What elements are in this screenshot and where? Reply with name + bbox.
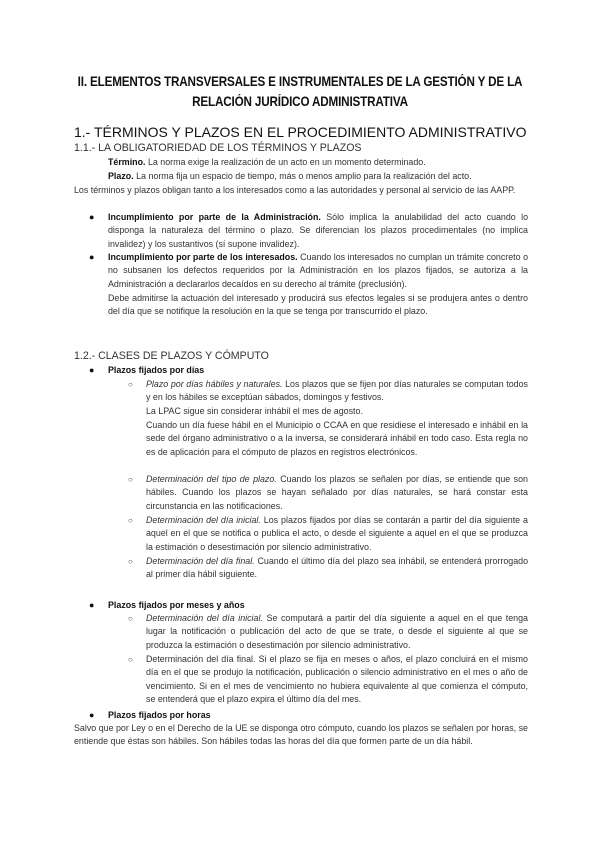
dias-item-lpac: La LPAC sigue sin considerar inhábil el mes de agosto. [146,406,363,416]
subsection-heading-1-2: 1.2.- CLASES DE PLAZOS Y CÓMPUTO [74,350,269,362]
dias-item-habiles-naturales [146,378,528,405]
bullet-icon: ● [89,600,95,610]
bullet-interesados [108,251,528,291]
dias-item-tipo-text: Cuando los plazos se señalen por días, se entiende que son hábiles. Cuando los plazos se hayan señalado por días naturales, se hará constar esta circunstancia en las notificaciones. [146,474,528,511]
dias-item-tipo-label: Determinación del tipo de plazo. [146,474,277,484]
plazo-label: Plazo. [108,171,134,181]
bullet-administracion [108,211,528,251]
meses-item-dia-inicial [146,612,528,652]
bullet-icon: ● [89,365,95,375]
dias-item-habiles-text: Los plazos que se fijen por días naturales se computan todos y en los hábiles se exceptúan sábados, domingos y festivos. [146,379,528,403]
bullet-administracion-text: Sólo implica la anulabilidad del acto cuando lo disponga la naturaleza del término o plazo. Se diferencian los plazos procedimentales (no implica invalidez) y los sustantivos (sí supone invalidez). [108,212,529,249]
bullet-interesados-extra: Debe admitirse la actuación del interesado y producirá sus efectos legales si se produjera antes o dentro del día que se notifique la resolución en la que se tenga por transcurrido el plazo. [108,293,528,317]
section-heading-1: 1.- TÉRMINOS Y PLAZOS EN EL PROCEDIMIENTO ADMINISTRATIVO [74,124,527,140]
plazos-horas-label [108,709,211,722]
plazos-dias-label [108,364,204,377]
definition-termino [108,156,538,169]
bullet-icon: ● [89,710,95,720]
bullet-icon: ● [89,212,95,222]
definition-plazo [108,170,538,183]
intro-paragraph: Los términos y plazos obligan tanto a los interesados como a las autoridades y personal al servicio de las AAPP. [74,185,516,195]
dias-item-dia-inicial [146,514,528,554]
circle-bullet-icon: ○ [128,557,133,566]
dias-item-final-label: Determinación del día final. [146,556,255,566]
horas-paragraph: Salvo que por Ley o en el Derecho de la UE se disponga otro cómputo, cuando los plazos se señalen por horas, se entiende que éstas son hábiles. Son hábiles todas las horas del día que formen parte de un día hábil. [74,723,528,747]
meses-item-inicial-label: Determinación del día inicial. [146,613,263,623]
bullet-interesados-text: Cuando los interesados no cumplan un trámite concreto o no subsanen los defectos requeridos por la Administración en los plazos fijados, se autoriza a la Administración a declararlos decaídos en su derecho al trámite (preclusión). [108,252,528,289]
circle-bullet-icon: ○ [128,516,133,525]
plazo-text: La norma fija un espacio de tiempo, más o menos amplio para la realización del acto. [133,171,472,181]
dias-item-dia-final [146,555,528,582]
circle-bullet-icon: ○ [128,655,133,664]
dias-item-inicial-text: Los plazos fijados por días se contarán a partir del día siguiente a aquel en el que se notifica o publica el acto, o desde el siguiente a aquel en el que se produzca la estimación o desestimación por silencio administrativo. [146,515,528,552]
plazos-dias-label-text: Plazos fijados por días [108,365,205,375]
subsection-heading-1-1: 1.1.- LA OBLIGATORIEDAD DE LOS TÉRMINOS Y PLAZOS [74,142,362,154]
dias-item-final-text: Cuando el último día del plazo sea inhábil, se entenderá prorrogado al primer día hábil siguiente. [146,556,529,580]
circle-bullet-icon: ○ [128,614,133,623]
plazos-meses-label [108,599,245,612]
plazos-meses-label-text: Plazos fijados por meses y años [108,600,245,610]
termino-label: Término. [108,157,146,167]
meses-item-inicial-text: Se computará a partir del día siguiente a aquel en el que tenga lugar la notificación o publicación del acto de que se trate, o desde el siguiente al que se produzca la estimación o desestimación por silencio administrativo. [146,613,528,650]
meses-item-dia-final: Determinación del día final. Si el plazo se fija en meses o años, el plazo concluirá en el mismo día en el que se produjo la notificación, publicación o silencio administrativo en el mes o año de vencimiento. Si en el mes de vencimiento no hubiera equivalente al que comienza el cómputo, se entenderá que el plazo expira el último día del mes. [146,654,528,704]
circle-bullet-icon: ○ [128,475,133,484]
bullet-interesados-label: Incumplimiento por parte de los interesados. [108,252,298,262]
document-title-line-2: RELACIÓN JURÍDICO ADMINISTRATIVA [192,94,408,109]
dias-item-habiles-label: Plazo por días hábiles y naturales. [146,379,283,389]
dias-item-inhabil-rule: Cuando un día fuese hábil en el Municipio o CCAA en que residiese el interesado e inhábil en la sede del órgano administrativo o a la inversa, se considerará inhábil en todo caso. Esta regla no es de aplicación para el cómputo de plazos en registros electrónicos. [146,420,528,457]
bullet-administracion-label: Incumplimiento por parte de la Administración. [108,212,321,222]
plazos-horas-label-text: Plazos fijados por horas [108,710,211,720]
termino-text: La norma exige la realización de un acto en un momento determinado. [145,157,426,167]
circle-bullet-icon: ○ [128,380,133,389]
dias-item-tipo-plazo [146,473,528,513]
document-title-line-1: II. ELEMENTOS TRANSVERSALES E INSTRUMENTALES DE LA GESTIÓN Y DE LA [77,74,523,89]
dias-item-inicial-label: Determinación del día inicial. [146,515,261,525]
bullet-icon: ● [89,252,95,262]
